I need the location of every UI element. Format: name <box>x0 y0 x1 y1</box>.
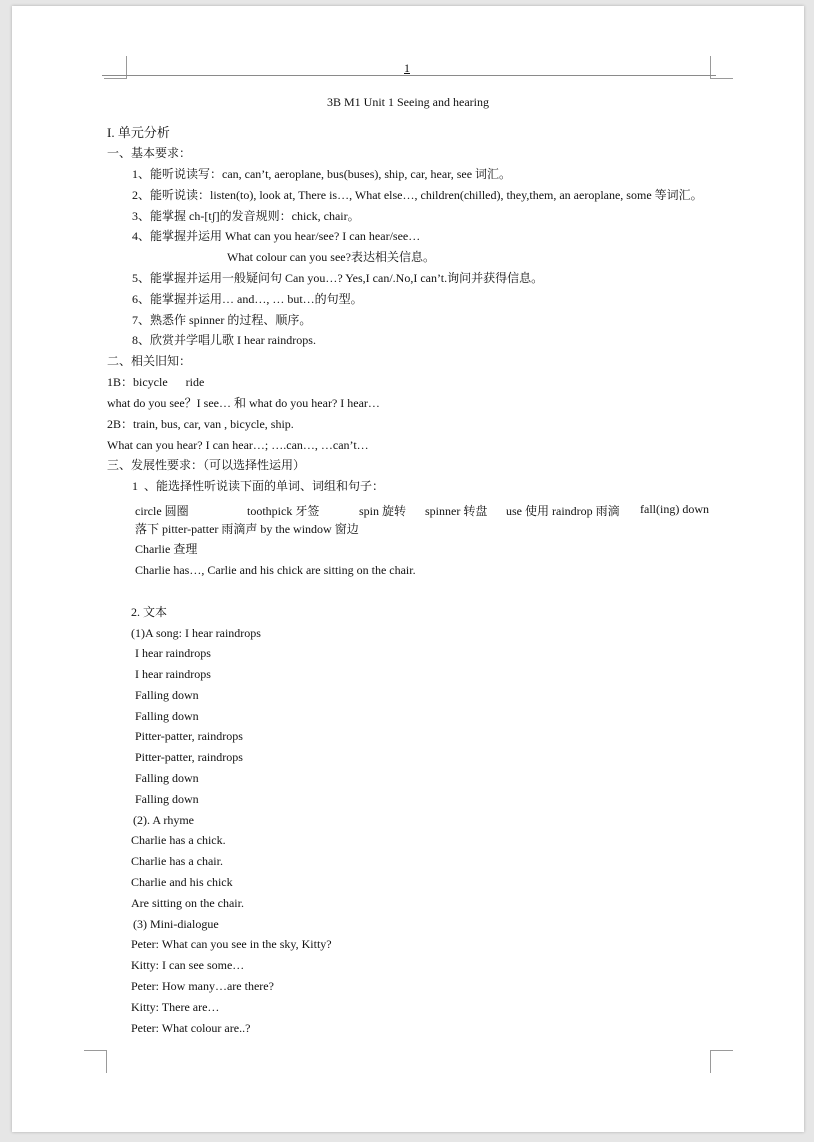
requirement-item: 3、能掌握 ch-[tʃ]的发音规则：chick, chair。 <box>132 209 360 223</box>
dialogue-line: Peter: How many…are there? <box>131 979 274 993</box>
requirement-item: 1、能听说读写：can, can’t, aeroplane, bus(buses), ship, car, hear, see 词汇。 <box>132 167 512 181</box>
document-page <box>12 6 804 1132</box>
text-heading: 2. 文本 <box>131 605 168 619</box>
prior-knowledge-line: What can you hear? I can hear…; ….can…, …can’t… <box>107 438 369 452</box>
dialogue-line: Peter: What colour are..? <box>131 1021 251 1035</box>
rhyme-line: Are sitting on the chair. <box>131 896 244 910</box>
vocab-word: use 使用 raindrop 雨滴 <box>506 504 620 518</box>
section-heading: I. 单元分析 <box>107 125 170 140</box>
requirement-item: 2、能听说读：listen(to), look at, There is…, What else…, children(chilled), they,them, an aeroplane, some 等词汇。 <box>132 188 703 202</box>
rhyme-line: Charlie has a chair. <box>131 854 223 868</box>
vocab-word: toothpick 牙签 <box>247 504 320 518</box>
dialogue-line: Kitty: There are… <box>131 1000 220 1014</box>
rhyme-line: Charlie has a chick. <box>131 833 226 847</box>
vocab-word: spinner 转盘 <box>425 504 488 518</box>
song-line: Falling down <box>135 688 199 702</box>
prior-knowledge-line: 1B：bicycle ride <box>107 375 205 389</box>
requirement-item: 5、能掌握并运用一般疑问句 Can you…? Yes,I can/.No,I can’t.询问并获得信息。 <box>132 271 544 285</box>
requirement-item: 8、欣赏并学唱儿歌 I hear raindrops. <box>132 333 316 347</box>
vocab-word: spin 旋转 <box>359 504 407 518</box>
rhyme-title: (2). A rhyme <box>133 813 194 827</box>
song-line: Pitter-patter, raindrops <box>135 729 243 743</box>
requirement-item: 6、能掌握并运用… and…, … but…的句型。 <box>132 292 363 306</box>
development-item: 1 、能选择性听说读下面的单词、词组和句子： <box>132 479 385 493</box>
dialogue-line: Peter: What can you see in the sky, Kitty? <box>131 937 332 951</box>
vocab-word: circle 圆圈 <box>135 504 189 518</box>
song-line: Falling down <box>135 771 199 785</box>
vocab-line: Charlie 查理 <box>135 542 198 556</box>
song-line: Falling down <box>135 792 199 806</box>
prior-knowledge-line: 2B：train, bus, car, van , bicycle, ship. <box>107 417 294 431</box>
requirement-item: 4、能掌握并运用 What can you hear/see? I can hear/see… <box>132 229 421 243</box>
page-number: 1 <box>404 61 410 75</box>
song-title: (1)A song: I hear raindrops <box>131 626 261 640</box>
requirement-item-continued: What colour can you see?表达相关信息。 <box>227 250 435 264</box>
section-heading: 一、基本要求： <box>107 146 192 160</box>
dialogue-line: Kitty: I can see some… <box>131 958 245 972</box>
section-heading: 二、相关旧知： <box>107 354 192 368</box>
margin-corner-bottom-right <box>710 1050 733 1073</box>
rhyme-line: Charlie and his chick <box>131 875 233 889</box>
prior-knowledge-line: what do you see？I see… 和 what do you hear? I hear… <box>107 396 380 410</box>
song-line: Pitter-patter, raindrops <box>135 750 243 764</box>
vocab-word: fall(ing) down <box>640 502 709 516</box>
requirement-item: 7、熟悉作 spinner 的过程、顺序。 <box>132 313 312 327</box>
song-line: Falling down <box>135 709 199 723</box>
song-line: I hear raindrops <box>135 646 211 660</box>
section-heading: 三、发展性要求：（可以选择性运用） <box>107 458 306 472</box>
song-line: I hear raindrops <box>135 667 211 681</box>
vocab-line: 落下 pitter-patter 雨滴声 by the window 窗边 <box>135 522 359 536</box>
margin-corner-bottom-left <box>84 1050 107 1073</box>
vocab-line: Charlie has…, Carlie and his chick are sitting on the chair. <box>135 563 416 577</box>
document-title: 3B M1 Unit 1 Seeing and hearing <box>327 95 489 109</box>
dialogue-title: (3) Mini-dialogue <box>133 917 219 931</box>
